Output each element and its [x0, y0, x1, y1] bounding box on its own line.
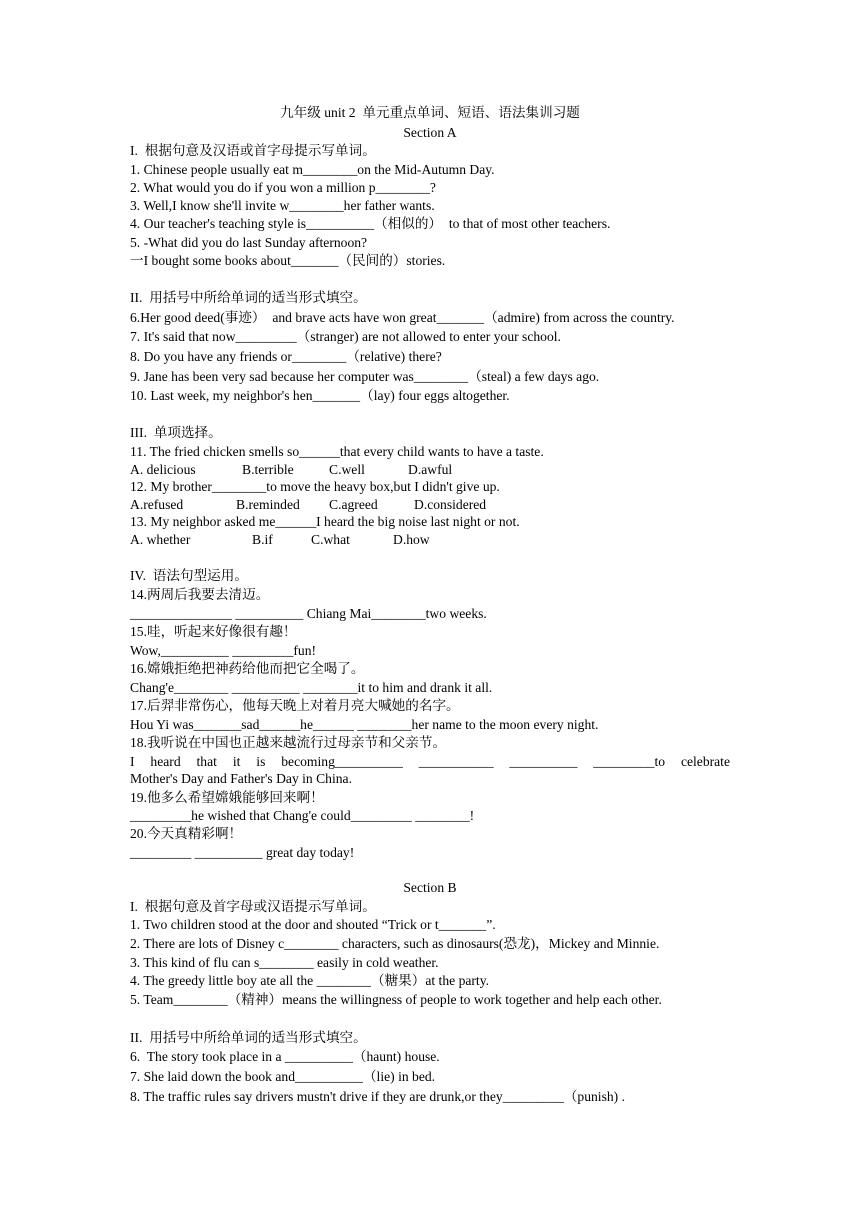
question-line: 3. Well,I know she'll invite w________her father wants.: [130, 198, 435, 213]
question-prompt: 17.后羿非常伤心，他每天晚上对着月亮大喊她的名字。: [130, 698, 460, 713]
question-line: 6. The story took place in a __________（haunt) house.: [130, 1049, 440, 1064]
question-line: Hou Yi was_______sad______he______ ________her name to the moon every night.: [130, 717, 599, 732]
question-line: 5. Team________（精神）means the willingness of people to work together and help each other.: [130, 992, 662, 1007]
option-b: B.if: [252, 532, 273, 547]
question-line: 1. Chinese people usually eat m________on the Mid-Autumn Day.: [130, 162, 495, 177]
question-line: 13. My neighbor asked me______I heard the big noise last night or not.: [130, 514, 520, 529]
question-line: 10. Last week, my neighbor's hen_______（lay) four eggs altogether.: [130, 388, 510, 403]
question-prompt: 19.他多么希望嫦娥能够回来啊！: [130, 790, 324, 805]
option-c: C.well: [329, 462, 365, 477]
option-a: A. delicious: [130, 462, 196, 477]
part-heading: II. 用括号中所给单词的适当形式填空。: [130, 290, 367, 305]
question-prompt: 16.嫦娥拒绝把神药给他而把它全喝了。: [130, 661, 365, 676]
part-heading: I. 根据句意及首字母或汉语提示写单词。: [130, 899, 376, 914]
option-d: D.how: [393, 532, 430, 547]
question-prompt: 15.哇，听起来好像很有趣！: [130, 624, 297, 639]
option-a: A.refused: [130, 497, 184, 512]
part-heading: IV. 语法句型运用。: [130, 568, 248, 583]
question-line: _________he wished that Chang'e could_________ ________!: [130, 808, 475, 823]
question-line: 11. The fried chicken smells so______that every child wants to have a taste.: [130, 444, 544, 459]
question-line: 2. There are lots of Disney c________ characters, such as dinosaurs(恐龙)，Mickey and Minnie.: [130, 936, 660, 951]
question-prompt: 18.我听说在中国也正越来越流行过母亲节和父亲节。: [130, 735, 447, 750]
document-title: 九年级 unit 2 单元重点单词、短语、语法集训习题: [280, 105, 580, 120]
part-heading: I. 根据句意及汉语或首字母提示写单词。: [130, 143, 376, 158]
question-line: _________ __________ great day today!: [130, 845, 355, 860]
question-line: _______________ __________ Chiang Mai________two weeks.: [130, 606, 487, 621]
part-heading: II. 用括号中所给单词的适当形式填空。: [130, 1030, 367, 1045]
question-line: 6.Her good deed(事迹） and brave acts have won great_______（admire) from across the country.: [130, 310, 675, 325]
option-b: B.reminded: [236, 497, 300, 512]
section-a-heading: Section A: [403, 125, 457, 140]
option-d: D.awful: [408, 462, 453, 477]
question-line: 4. Our teacher's teaching style is__________（相似的） to that of most other teachers.: [130, 216, 611, 231]
question-line: 4. The greedy little boy ate all the ________（糖果）at the party.: [130, 973, 490, 988]
question-line: 9. Jane has been very sad because her computer was________（steal) a few days ago.: [130, 369, 600, 384]
question-prompt: 20.今天真精彩啊！: [130, 826, 243, 841]
question-line: 8. The traffic rules say drivers mustn't drive if they are drunk,or they_________（punish) .: [130, 1089, 625, 1104]
option-b: B.terrible: [242, 462, 294, 477]
section-b-heading: Section B: [403, 880, 457, 895]
question-line: Chang'e________ __________ ________it to him and drank it all.: [130, 680, 493, 695]
question-line: 2. What would you do if you won a million p________?: [130, 180, 436, 195]
question-line: Mother's Day and Father's Day in China.: [130, 771, 352, 786]
option-c: C.agreed: [329, 497, 378, 512]
option-c: C.what: [311, 532, 350, 547]
option-d: D.considered: [414, 497, 487, 512]
question-line: Wow,__________ _________fun!: [130, 643, 317, 658]
question-line-justified: I heard that it is becoming__________ ___________ __________ _________to celebrate: [130, 754, 730, 769]
question-line: 12. My brother________to move the heavy box,but I didn't give up.: [130, 479, 500, 494]
question-line: 7. She laid down the book and__________（lie) in bed.: [130, 1069, 436, 1084]
part-heading: III. 单项选择。: [130, 425, 222, 440]
question-line: 1. Two children stood at the door and shouted “Trick or t_______”.: [130, 917, 496, 932]
option-a: A. whether: [130, 532, 191, 547]
question-line: 5. -What did you do last Sunday afternoon?: [130, 235, 368, 250]
question-line: 一I bought some books about_______（民间的）stories.: [130, 253, 446, 268]
question-line: 7. It's said that now_________（stranger) are not allowed to enter your school.: [130, 329, 561, 344]
question-line: 8. Do you have any friends or________（relative) there?: [130, 349, 442, 364]
question-prompt: 14.两周后我要去清迈。: [130, 587, 270, 602]
question-line: 3. This kind of flu can s________ easily in cold weather.: [130, 955, 439, 970]
